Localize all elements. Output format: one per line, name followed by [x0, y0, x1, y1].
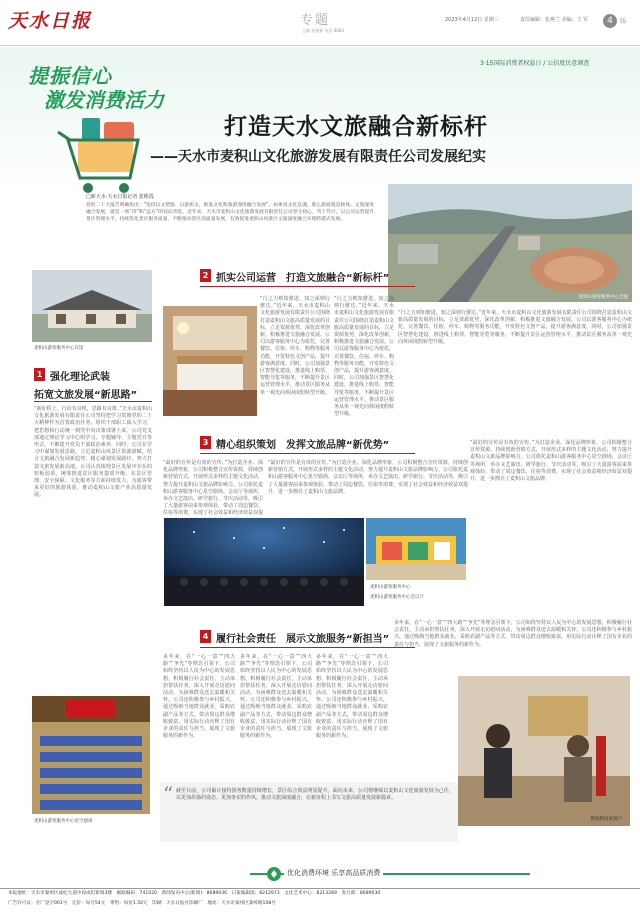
- section-2-text-c: “行之力则知愈进，知之深则行愈达。”近年来，天水市麦积山文化旅游发展有限责任公司围绕打造麦积山文旅高质量发展的目标，立足资源优势，深化改革创新，积极推进文旅融合发展。公司以游客服务中心为依托，完善餐饮、住宿、停车、购物等服务功能，开发特色文创产品，提升游客满意度。同时，公司加强景区智慧化建设，推进线上购票、智能导览等服务，不断提升景区运营管理水平，推动景区服务从单一观光向休闲度假转型升级。: [398, 310, 632, 345]
- motto-line-1: 提振信心: [28, 64, 112, 88]
- byline: □新天水·天水日报记者 张彬霞: [86, 194, 154, 200]
- aerial-caption: 麦积山游客服务中心全貌: [578, 295, 628, 300]
- meeting-hall-photo: [32, 696, 150, 814]
- section-3-text-c: “最好的宣传是有效的宣传。”为打造企业、深化品牌形象，公司积极整合宣传资源，持续创新营销方式，开展形式多样的主题文化活动，努力提升麦积山文旅品牌影响力。公司依托麦积山游客服务中心星空剧场、会议厅等场所，举办文艺演出、研学旅行、节庆活动等，吸引了大量游客前来参观体验，带动了周边餐饮、住宿等消费，实现了社会效益和经济效益双提升，进一步擦亮了麦积山文旅品牌。: [470, 440, 632, 483]
- editors: 责任编辑：张燕兰 美编：王 军: [520, 17, 589, 23]
- section-4-text-b: 多年来，在“一心一意”“四大路”“争先”等理念引领下，公司始终坚持以人民为中心的发展思想，积极履行社会责任，主动承担帮扶任务，深入开展走访慰问活动，为困难群众送去温暖和关怀。公司还积极参与乡村振兴，通过吸纳当地群众就业、采购农副产品等方式，带动周边群众增收致富，用实际行动诠释了国有企业的责任与担当，展现了文旅服务的新作为。: [240, 654, 312, 740]
- ticker: 3·15国际消费者权益日 / 公信度民意调查: [480, 60, 590, 67]
- section-4-number: 4: [200, 630, 211, 643]
- section-4-rule: [200, 647, 415, 648]
- issue-date: 2023年4月12日 星期三: [445, 17, 499, 23]
- section-1-text: “新征程上，行动有良机，思路有良策。”天水市麦积山文化旅游发展有限责任公司坚持把学习贯彻党的二十大精神作为首要政治任务，组织干部职工深入学习，把思想和行动统一到党中央决策部署上来。公司党支部通过理论学习中心组学习、专题辅导、主题党日等形式，不断提升党员干部政治素养。同时，公司在学习中谋划发展思路，立足麦积山风景区资源禀赋，结合文旅融合发展新趋势，精心谋划发展路径，努力打造文旅发展新高地。公司认真梳理景区发展中存在的短板弱项，统筹推进景区服务提质升级，在景区管理、安全保障、文化服务等方面持续发力，为游客带来更好的旅游体验，推动麦积山文旅产业高质量发展。: [34, 406, 152, 499]
- section-4-text-c: 多年来，在“一心一意”“四大路”“争先”等理念引领下，公司始终坚持以人民为中心的发展思想，积极履行社会责任，主动承担帮扶任务，深入开展走访慰问活动，为困难群众送去温暖和关怀。公司还积极参与乡村振兴，通过吸纳当地群众就业、采购农副产品等方式，带动周边群众增收致富，用实际行动诠释了国有企业的责任与担当，展现了文旅服务的新作为。: [316, 654, 388, 740]
- cafe-photo: [366, 518, 466, 580]
- page-label: 版: [620, 18, 627, 25]
- hall-caption: 麦积山游客服务中心会议厅: [370, 595, 424, 600]
- section-3-rule: [200, 453, 415, 454]
- closing-quote-text: 截至目前，公司累计接待游客数量持续增长，景区综合效益明显提升。面向未来，公司将继续以麦积山文化旅游发展为己任，以更加昂扬的姿态、更加务实的作风，推动文旅深度融合，在新征程上书写文旅高质量发展新篇章。: [176, 788, 454, 802]
- section-3-title: 精心组织策划 发挥文旅品牌“新优势”: [216, 440, 390, 451]
- aerial-photo: [388, 184, 632, 302]
- section-4-title: 履行社会责任 展示文旅服务“新担当”: [216, 634, 390, 645]
- column-name: 专题: [300, 13, 331, 28]
- meeting-hall-caption: 麦积山游客服务中心星空剧场: [34, 819, 93, 824]
- motto-line-2: 激发消费活力: [44, 88, 164, 112]
- cafe-caption: 麦积山游客服务中心: [370, 585, 411, 590]
- footer: [0, 888, 640, 918]
- masthead: [0, 0, 640, 46]
- intro-text: 党的二十大报告明确指出：“坚持以文塑旅、以旅彰文，推进文化和旅游深度融合发展”。如果说文化是魂，那么旅游就是载体。文旅深度融合发展，就是一场“诗”和“远方”的双向奔赴。近年来，天水市麦积山文化旅游发展有限责任公司坚守初心，笃干笃行，以公司运营提升景区管理水平，持续优化景区服务质量，不断推动景区高质量发展，有效促进麦积山风景区文旅深度融合实现跨越式发展。: [86, 203, 375, 222]
- section-2-title: 抓实公司运营 打造文旅融合“新标杆”: [216, 273, 390, 284]
- quote-mark-icon: “: [163, 782, 174, 806]
- section-1-title-a: 强化理论武装: [50, 372, 110, 383]
- section-4-text-a: 多年来，在“一心一意”“四大路”“争先”等理念引领下，公司始终坚持以人民为中心的发展思想，积极履行社会责任，主动承担帮扶任务，深入开展走访慰问活动，为困难群众送去温暖和关怀。公司还积极参与乡村振兴，通过吸纳当地群众就业、采购农副产品等方式，带动周边群众增收致富，用实际行动诠释了国有企业的责任与担当，展现了文旅服务的新作为。: [163, 654, 235, 740]
- section-2-rule: [200, 286, 415, 287]
- home-visit-photo: [458, 676, 630, 826]
- section-3-text-a: “最好的宣传是有效的宣传。”为打造企业、深化品牌形象，公司积极整合宣传资源，持续创新营销方式，开展形式多样的主题文化活动，努力提升麦积山文旅品牌影响力。公司依托麦积山游客服务中心星空剧场、会议厅等场所，举办文艺演出、研学旅行、节庆活动等，吸引了大量游客前来参观体验，带动了周边餐饮、住宿等消费，实现了社会效益和经济效益双提: [163, 460, 264, 517]
- page-number: 4: [603, 14, 617, 28]
- section-3-text-b: “最好的宣传是有效的宣传。”为打造企业、深化品牌形象，公司积极整合宣传资源，持续创新营销方式，开展形式多样的主题文化活动，努力提升麦积山文旅品牌影响力。公司依托麦积山游客服务中心星空剧场、会议厅等场所，举办文艺演出、研学旅行、节庆活动等，吸引了大量游客前来参观体验，带动了周边餐饮、住宿等消费，实现了社会效益和经济效益双提升，进一步擦亮了麦积山文旅品牌。: [268, 460, 469, 495]
- guesthouse-caption: 麦积山游客服务中心宾馆: [34, 346, 84, 351]
- room-photo: [163, 306, 257, 416]
- subheadline: ——天水市麦积山文化旅游发展有限责任公司发展纪实: [150, 149, 486, 165]
- home-caption: 帮扶慰问贫困户: [590, 817, 622, 822]
- slogan: 优化消费环境 乐享高品质消费: [284, 868, 383, 878]
- column-subtitle: 主编 张建新 电话 8683: [302, 28, 344, 33]
- section-3-number: 3: [200, 436, 211, 449]
- star-theater-photo: [164, 518, 364, 606]
- headline: 打造天水文旅融合新标杆: [224, 114, 488, 140]
- section-1-number: 1: [34, 368, 45, 381]
- guesthouse-photo: [32, 270, 152, 342]
- section-2-text-a: “行之力则知愈进，知之深则行愈达。”近年来，天水市麦积山文化旅游发展有限责任公司围绕打造麦积山文旅高质量发展的目标，立足资源优势，深化改革创新，积极推进文旅融合发展。公司以游客服务中心为依托，完善餐饮、住宿、停车、购物等服务功能，开发特色文创产品，提升游客满意度。同时，公司加强景区智慧化建设，推进线上购票、智能导览等服务，不断提升景区运营管理水平，推动景区服务从单一观光向休闲度假转型升级。: [260, 296, 331, 396]
- section-1-title-b: 拓宽文旅发展“新思路”: [34, 390, 138, 401]
- section-4-text-d: 多年来，在“一心一意”“四大路”“争先”等理念引领下，公司始终坚持以人民为中心的发展思想，积极履行社会责任，主动承担帮扶任务，深入开展走访慰问活动，为困难群众送去温暖和关怀。公司还积极参与乡村振兴，通过吸纳当地群众就业、采购农副产品等方式，带动周边群众增收致富，用实际行动诠释了国有企业的责任与担当，展现了文旅服务的新作为。: [394, 620, 632, 648]
- footer-line-2: 广告许可证：甘广登字001号 定价：每月54元 零售：每份1.50元 印刷：天水日报社印刷厂 地址：天水市秦州区秦岭路108号: [8, 901, 276, 906]
- footer-line-1: 本报地址：天水市秦州区成纪大道中段成纪新闻3楼 邮政编码：741020 新闻发布中心(新闻)：8689036 日报编辑部：8212973 文化艺术中心：8213289 发行部：8689030: [8, 891, 381, 896]
- section-2-number: 2: [200, 269, 211, 282]
- section-2-text-b: “行之力则知愈进，知之深则行愈达。”近年来，天水市麦积山文化旅游发展有限责任公司围绕打造麦积山文旅高质量发展的目标，立足资源优势，深化改革创新，积极推进文旅融合发展。公司以游客服务中心为依托，完善餐饮、住宿、停车、购物等服务功能，开发特色文创产品，提升游客满意度。同时，公司加强景区智慧化建设，推进线上购票、智能导览等服务，不断提升景区运营管理水平，推动景区服务从单一观光向休闲度假转型升级。: [334, 296, 395, 418]
- newspaper-logo: 天水日报: [8, 10, 93, 32]
- section-1-rule: [34, 401, 152, 402]
